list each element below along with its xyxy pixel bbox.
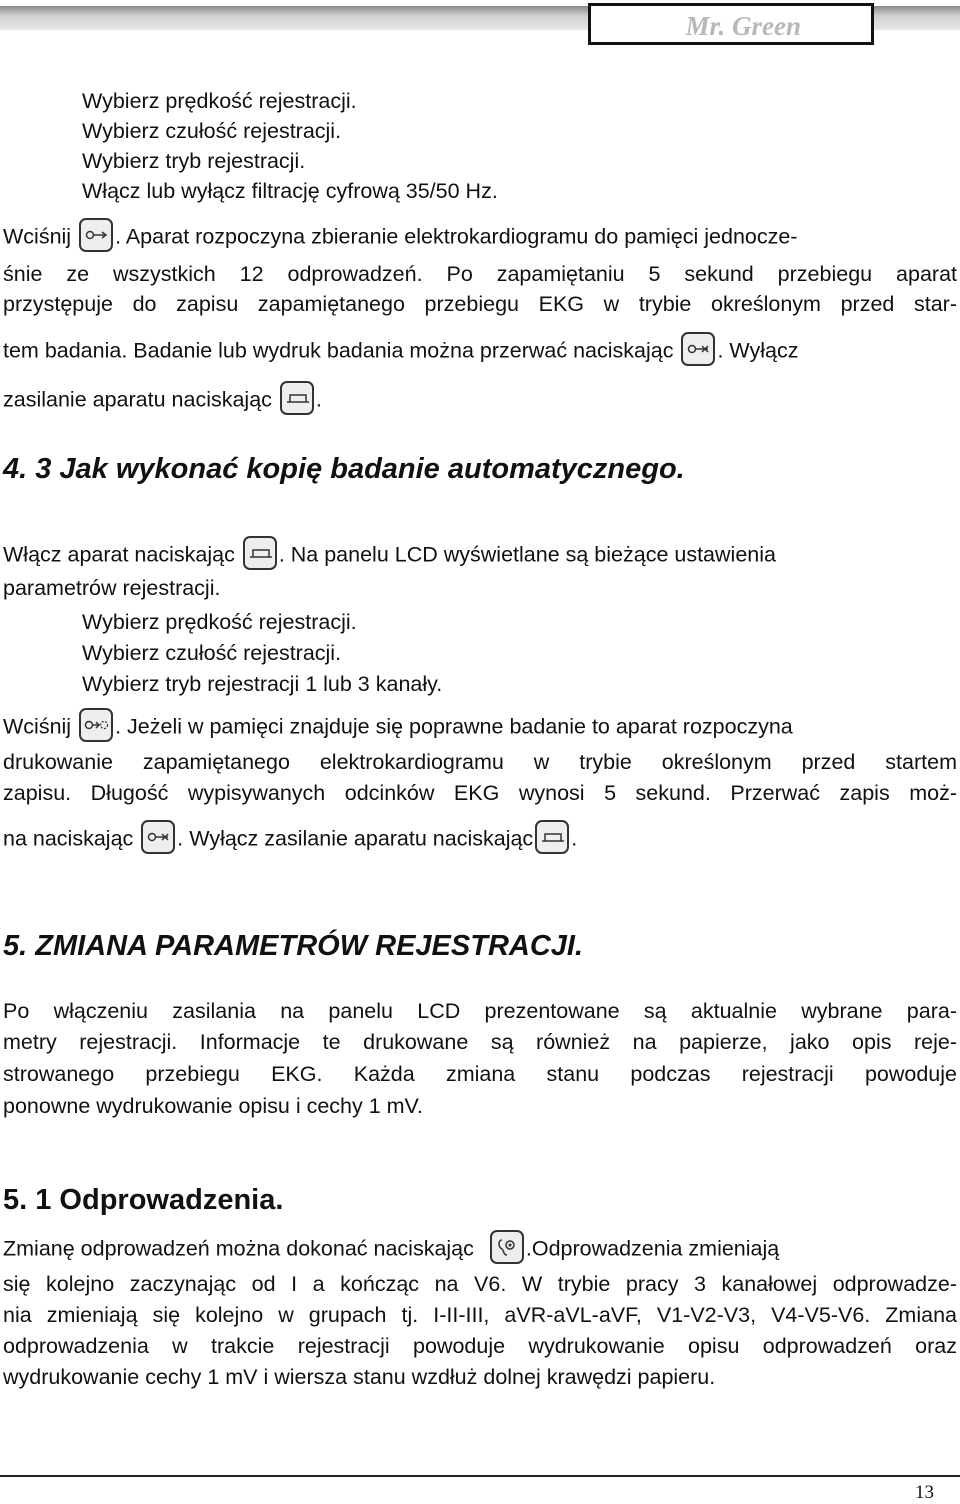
power-button-icon [243,536,277,570]
text-line [3,384,322,418]
text-fragment: . [571,826,578,851]
text-fragment: Wciśnij [3,224,72,249]
page-number: 13 [915,1482,934,1503]
text-fragment: Zmianę odprowadzeń można dokonać naciskając [3,1236,474,1261]
text-fragment: . Wyłącz zasilanie aparatu naciskając [177,826,534,851]
text-line: strowanego przebiegu EKG. Każda zmiana stanu podczas rejestracji powoduje [3,1062,957,1086]
text-line: ponowne wydrukowanie opisu i cechy 1 mV. [3,1094,423,1118]
text-line: Wybierz prędkość rejestracji. [82,610,357,634]
text-line: Włącz lub wyłącz filtrację cyfrową 35/50 Hz. [82,179,498,203]
text-line: parametrów rejestracji. [3,576,221,600]
text-fragment: . Jeżeli w pamięci znajduje się poprawne badanie to aparat rozpoczyna [115,714,793,739]
text-fragment: . Aparat rozpoczyna zbieranie elektrokardiogramu do pamięci jednocze- [115,224,798,249]
text-fragment: Wciśnij [3,714,72,739]
text-line [3,539,776,573]
text-line: Wybierz czułość rejestracji. [82,119,342,143]
text-line [3,823,577,857]
text-fragment: zasilanie aparatu naciskając [3,387,272,412]
text-line [3,221,797,255]
power-button-icon [535,820,569,854]
brand-logo: Mr. Green [588,3,874,45]
text-line: nia zmieniają się kolejno w grupach tj. I-II-III, aVR-aVL-aVF, V1-V2-V3, V4-V5-V6. Zmiana [3,1303,957,1327]
text-line: wydrukowanie cechy 1 mV i wiersza stanu wzdłuż dolnej krawędzi papieru. [3,1365,716,1389]
text-line [3,711,793,745]
text-line: Po włączeniu zasilania na panelu LCD prezentowane są aktualnie wybrane para- [3,999,957,1023]
record-memory-button-icon [79,218,113,252]
text-line: Wybierz tryb rejestracji 1 lub 3 kanały. [82,672,443,696]
text-line: przystępuje do zapisu zapamiętanego przebiegu EKG w trybie określonym przed star- [3,292,957,316]
power-button-icon [280,381,314,415]
text-fragment: . Wyłącz [717,338,799,363]
text-fragment: Włącz aparat naciskając [3,542,235,567]
text-line: Wybierz prędkość rejestracji. [82,89,357,113]
section-heading: 4. 3 Jak wykonać kopię badanie automatycznego. [3,453,685,485]
stop-button-icon [681,332,715,366]
stop-button-icon [141,820,175,854]
text-line: odprowadzenia w trakcie rejestracji powoduje wydrukowanie opisu odprowadzeń oraz [3,1334,957,1358]
text-fragment: tem badania. Badanie lub wydruk badania można przerwać naciskając [3,338,674,363]
text-line [3,1233,779,1267]
copy-print-button-icon [79,708,113,742]
text-line: śnie ze wszystkich 12 odprowadzeń. Po zapamiętaniu 5 sekund przebiegu aparat [3,262,957,286]
footer-rule [0,1475,960,1477]
subsection-heading: 5. 1 Odprowadzenia. [3,1184,284,1216]
text-line: się kolejno zaczynając od I a kończąc na V6. W trybie pracy 3 kanałowej odprowadze- [3,1272,957,1296]
text-line: metry rejestracji. Informacje te drukowane są również na papierze, jako opis reje- [3,1030,957,1054]
text-line: Wybierz czułość rejestracji. [82,641,342,665]
text-line: drukowanie zapamiętanego elektrokardiogramu w trybie określonym przed startem [3,750,957,774]
text-fragment: . [315,387,322,412]
leads-button-icon [490,1230,524,1264]
text-fragment: na naciskając [3,826,134,851]
text-line: zapisu. Długość wypisywanych odcinków EKG wynosi 5 sekund. Przerwać zapis moż- [3,781,957,805]
text-line [3,335,799,369]
section-heading: 5. ZMIANA PARAMETRÓW REJESTRACJI. [3,930,584,962]
text-fragment: .Odprowadzenia zmieniają [525,1236,780,1261]
text-line: Wybierz tryb rejestracji. [82,149,306,173]
text-fragment: . Na panelu LCD wyświetlane są bieżące ustawienia [278,542,776,567]
